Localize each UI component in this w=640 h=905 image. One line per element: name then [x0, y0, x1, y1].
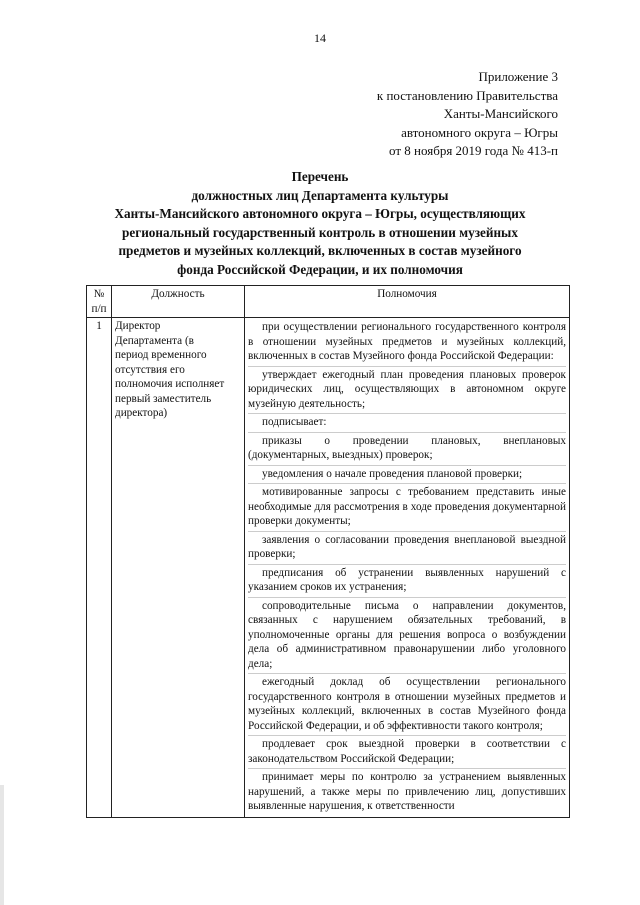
row-position [112, 318, 245, 818]
position-line: первый заместитель [115, 392, 212, 405]
row-num: 1 [87, 318, 112, 818]
title-line: Перечень [291, 169, 349, 184]
title-line: фонда Российской Федерации, и их полномочия [177, 261, 463, 277]
power-paragraph: предписания об устранении выявленных нарушений с указанием сроков их устранения; [248, 565, 566, 598]
position-line: период временного [115, 349, 207, 361]
table-header-row [87, 286, 570, 318]
appendix-line: Ханты-Мансийского [443, 106, 558, 121]
appendix-line: Приложение 3 [478, 69, 558, 84]
document-title [60, 168, 580, 279]
power-paragraph: продлевает срок выездной проверки в соответствии с законодательством Российской Федерации; [248, 736, 566, 769]
appendix-block [377, 68, 558, 161]
position-line: директора) [115, 407, 168, 419]
power-paragraph: ежегодный доклад об осуществлении регионального государственного контроля в отношении музейных предметов и музейных коллекций, включенных в состав Музейного фонда Российской Федерации, и об эффективности такого контроля; [248, 674, 566, 736]
power-paragraph: уведомления о начале проведения плановой проверки; [248, 466, 566, 485]
position-line: Департамента (в [115, 334, 194, 347]
header-powers: Полномочия [245, 286, 570, 318]
title-line: Ханты-Мансийского автономного округа – Югры, осуществляющих [114, 206, 526, 221]
position-line: Директор [115, 320, 161, 332]
table-row [87, 318, 570, 818]
power-paragraph: принимает меры по контролю за устранением выявленных нарушений, а также меры по привлечению лиц, допустивших выявленные нарушения, к ответственности [248, 771, 566, 812]
position-line: полномочия исполняет [115, 378, 225, 390]
powers-table [86, 285, 570, 818]
power-paragraph: мотивированные запросы с требованием представить иные необходимые для рассмотрения в ходе проведения документарной проверки документы; [248, 484, 566, 532]
power-paragraph: приказы о проведении плановых, внеплановых (документарных, выездных) проверок; [248, 433, 566, 466]
power-paragraph: сопроводительные письма о направлении документов, связанных с нарушением обязательных требований, в уполномоченные органы для решения вопроса о возбуждении дела об административном правонарушении либо уголовного дела; [248, 598, 566, 675]
title-line: региональный государственный контроль в отношении музейных [122, 224, 518, 240]
appendix-line: от 8 ноября 2019 года № 413-п [389, 143, 558, 158]
power-paragraph: заявления о согласовании проведения внеплановой выездной проверки; [248, 532, 566, 565]
page-number: 14 [314, 31, 326, 45]
title-line: должностных лиц Департамента культуры [191, 187, 449, 203]
power-paragraph: при осуществлении регионального государственного контроля в отношении музейных предметов и музейных коллекций, включенных в состав Музейного фонда Российской Федерации: [248, 319, 566, 367]
appendix-line: автономного округа – Югры [401, 124, 558, 140]
row-powers [245, 318, 570, 818]
scan-edge-shadow [0, 785, 4, 905]
position-line: отсутствия его [115, 363, 185, 376]
header-position: Должность [112, 286, 245, 318]
appendix-line: к постановлению Правительства [376, 87, 558, 103]
header-num: № п/п [87, 286, 112, 318]
power-paragraph: подписывает: [248, 414, 566, 433]
title-line: предметов и музейных коллекций, включенных в состав музейного [118, 243, 522, 258]
power-paragraph: утверждает ежегодный план проведения плановых проверок юридических лиц, осуществляющих в автономном округе музейную деятельность; [248, 367, 566, 415]
